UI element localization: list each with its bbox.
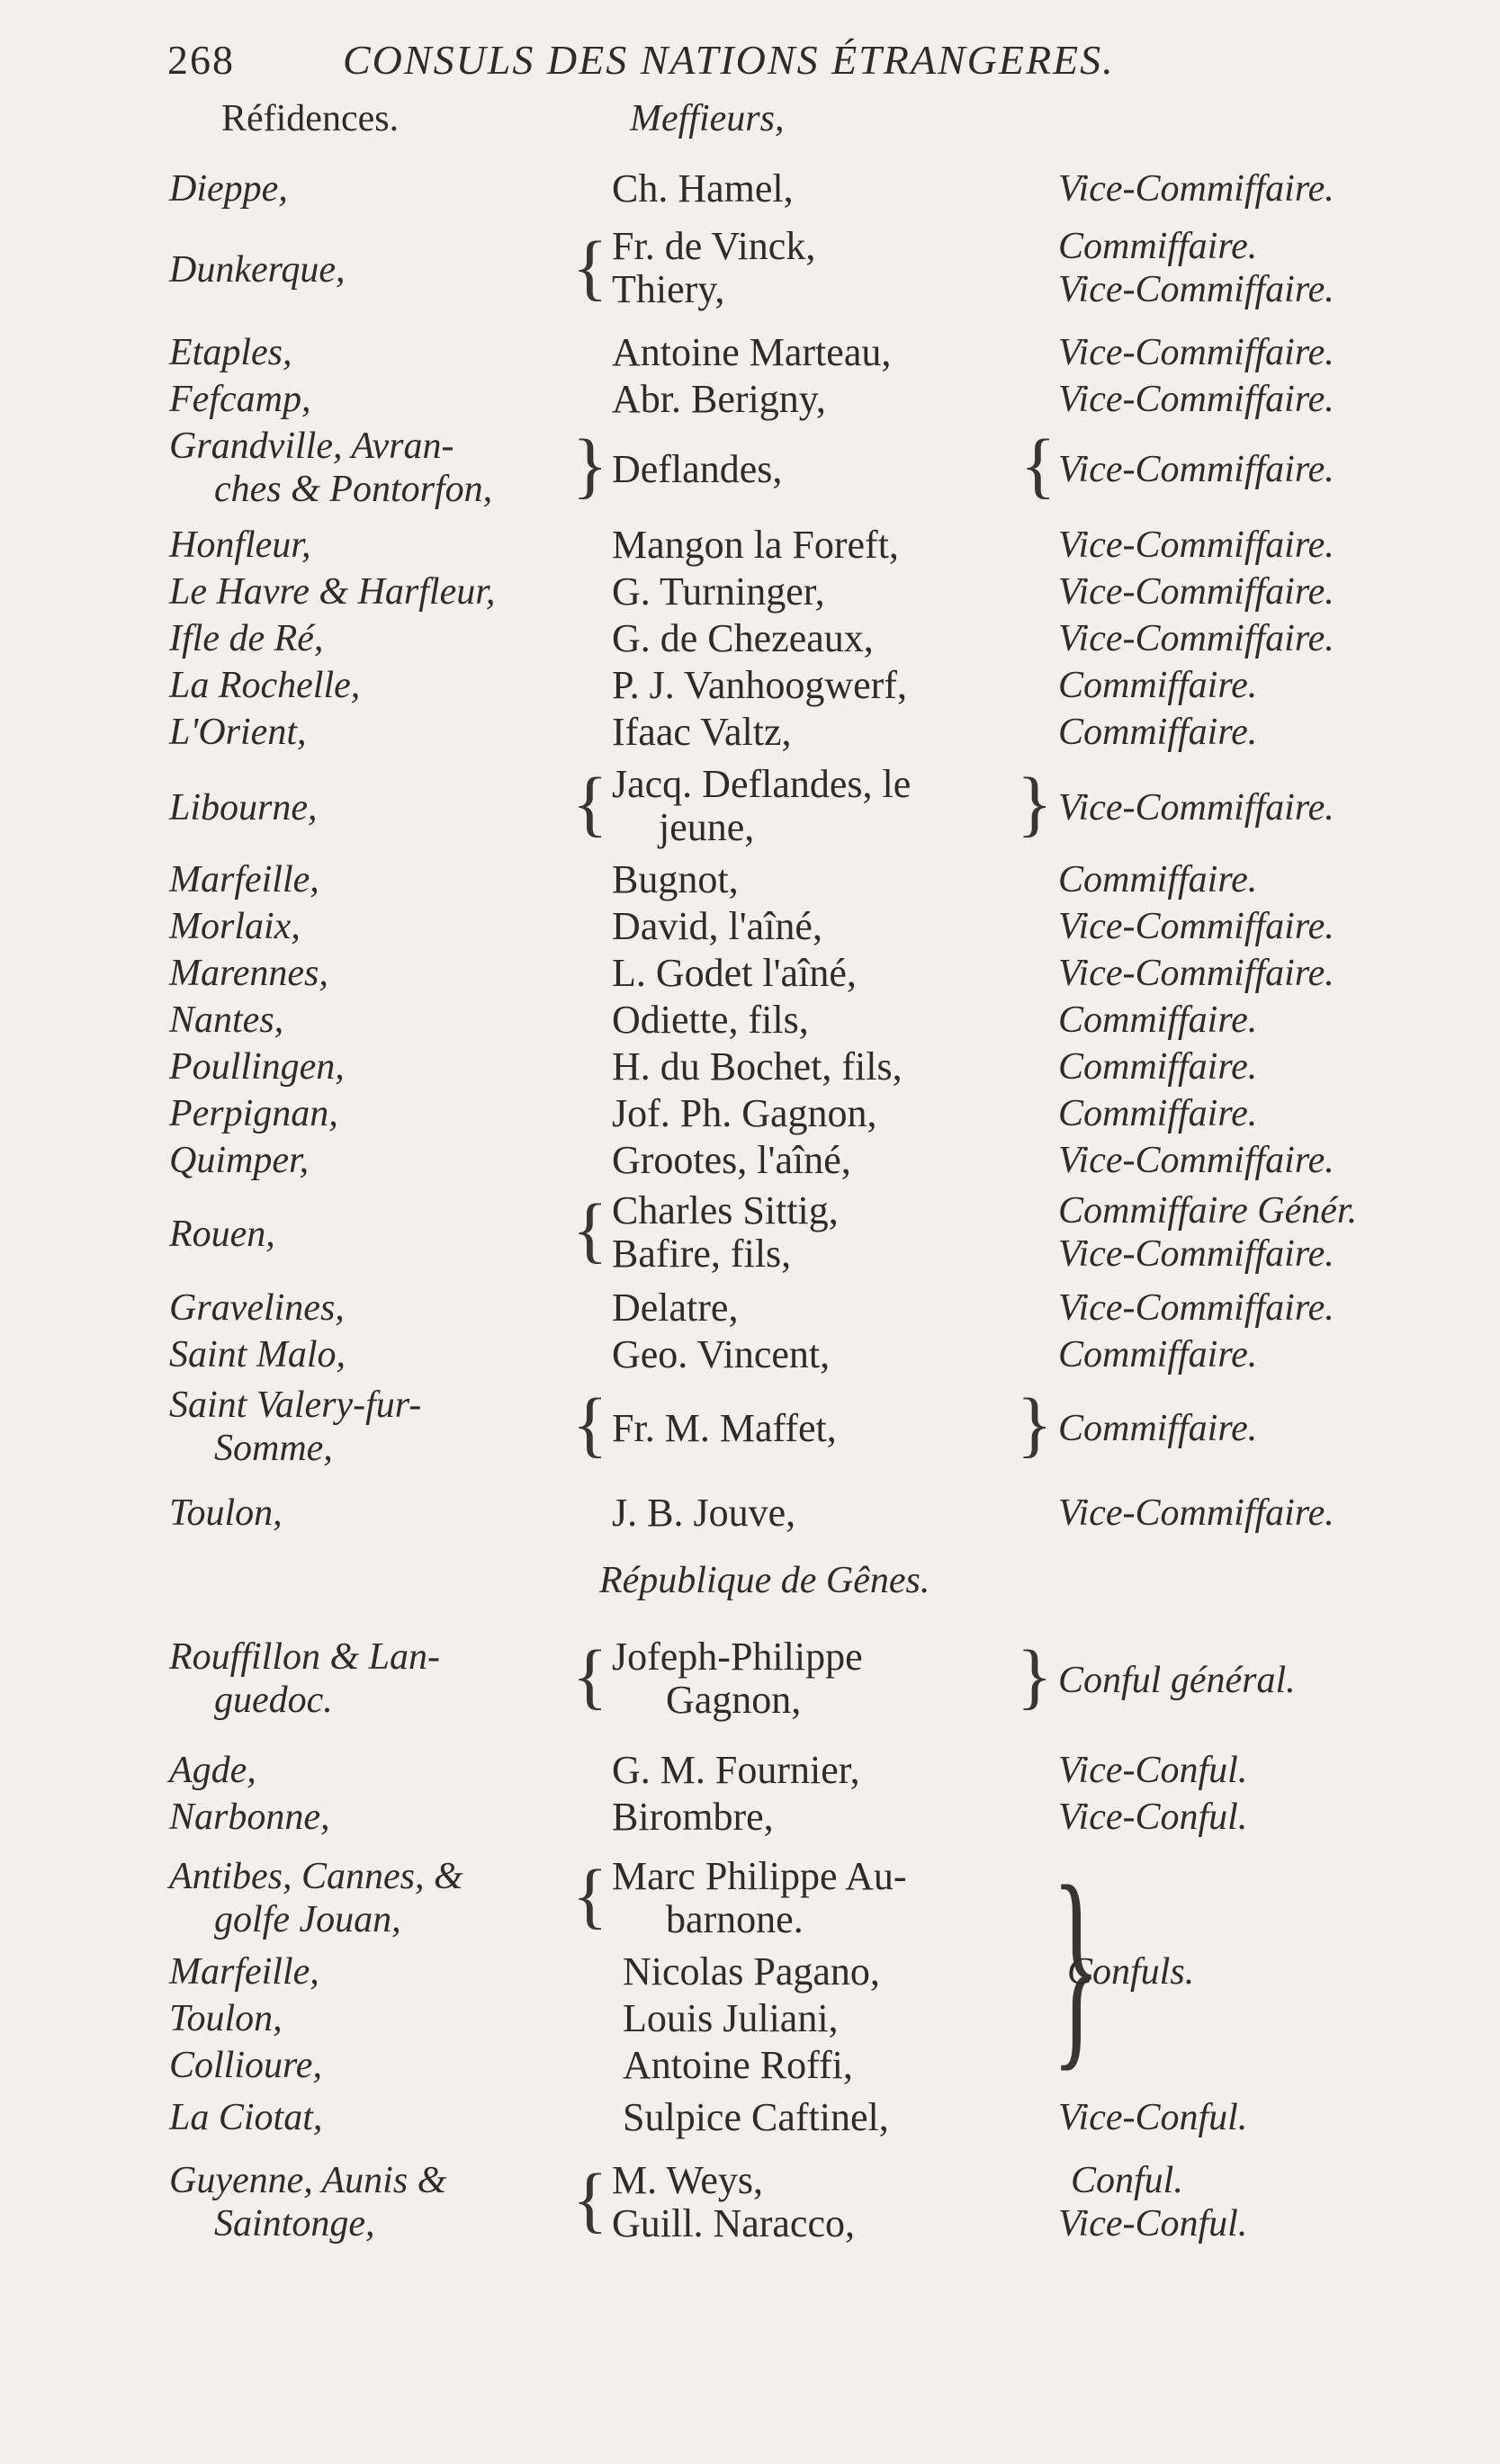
consul-title: Vice-Commiffaire. bbox=[1058, 332, 1334, 373]
consul-name: Ifaac Valtz, bbox=[612, 710, 792, 754]
brace: { bbox=[572, 2158, 608, 2240]
residence: Quimper, bbox=[169, 1140, 310, 1181]
consul-name: Fr. de Vinck, Thiery, bbox=[612, 224, 816, 311]
consul-name: Abr. Berigny, bbox=[612, 377, 826, 421]
consul-title: Commiffaire. bbox=[1058, 1408, 1258, 1449]
consul-title: Commiffaire. bbox=[1058, 999, 1258, 1041]
consul-name: David, l'aîné, bbox=[612, 904, 822, 948]
consul-title: Commiffaire. bbox=[1058, 712, 1258, 753]
residence: La Ciotat, bbox=[169, 2097, 323, 2138]
consul-name: J. B. Jouve, bbox=[612, 1491, 796, 1535]
consul-name: Charles Sittig, Bafire, fils, bbox=[612, 1188, 839, 1276]
consul-title: Vice-Commiffaire. bbox=[1058, 449, 1334, 490]
consul-title: Vice-Commiffaire. bbox=[1058, 168, 1334, 210]
consul-title: Vice-Commiffaire. bbox=[1058, 571, 1334, 613]
consul-name: Jacq. Deflandes, le jeune, bbox=[612, 762, 912, 849]
residence: Marfeille, bbox=[169, 1951, 319, 1993]
residence: Dunkerque, bbox=[169, 249, 346, 291]
consul-title: Vice-Commiffaire. bbox=[1058, 1287, 1334, 1329]
residence: Rouen, bbox=[169, 1214, 275, 1255]
consul-title: Commiffaire. bbox=[1058, 1093, 1258, 1134]
residence: La Rochelle, bbox=[169, 665, 361, 706]
residence: Fefcamp, bbox=[169, 379, 311, 420]
residence: Honfleur, bbox=[169, 524, 311, 566]
consul-name: L. Godet l'aîné, bbox=[612, 951, 857, 995]
residence: Toulon, bbox=[169, 1998, 283, 2039]
brace: { bbox=[1017, 1383, 1053, 1465]
residence: Grandville, Avran- ches & Pontorfon, bbox=[169, 426, 493, 510]
consul-name: Odiette, fils, bbox=[612, 998, 809, 1042]
residence: Perpignan, bbox=[169, 1093, 338, 1134]
residence: Le Havre & Harfleur, bbox=[169, 571, 496, 613]
consul-name: Birombre, bbox=[612, 1795, 774, 1839]
consul-name: Deflandes, bbox=[612, 447, 783, 491]
residence: Agde, bbox=[169, 1750, 256, 1791]
consul-title: Commiffaire Génér. Vice-Commiffaire. bbox=[1058, 1190, 1358, 1275]
residence: Narbonne, bbox=[169, 1796, 330, 1838]
residence: Saint Malo, bbox=[169, 1334, 346, 1375]
consul-title: Vice-Commiffaire. bbox=[1058, 379, 1334, 420]
brace: { bbox=[572, 1188, 608, 1270]
residence: Antibes, Cannes, & golfe Jouan, bbox=[169, 1856, 463, 1940]
running-header bbox=[167, 36, 1115, 84]
consul-name: Ch. Hamel, bbox=[612, 166, 794, 211]
consul-name: Jof. Ph. Gagnon, bbox=[612, 1091, 877, 1135]
consul-title: Conful général. bbox=[1058, 1660, 1296, 1701]
consul-name: Marc Philippe Au- barnone. bbox=[612, 1854, 907, 1941]
brace: { bbox=[1020, 424, 1056, 506]
consul-name: Bugnot, bbox=[612, 857, 739, 901]
brace: { bbox=[572, 762, 608, 844]
page-number: 268 bbox=[167, 37, 235, 83]
brace: { bbox=[572, 1635, 608, 1716]
residence: Libourne, bbox=[169, 787, 318, 829]
brace: { bbox=[1017, 762, 1053, 844]
consul-title: Commiffaire. bbox=[1058, 1046, 1258, 1088]
residence: Gravelines, bbox=[169, 1287, 345, 1329]
consul-name: Fr. M. Maffet, bbox=[612, 1406, 837, 1450]
residence: Marfeille, bbox=[169, 859, 319, 900]
group-brace: { bbox=[1052, 1841, 1100, 2090]
residence: L'Orient, bbox=[169, 712, 307, 753]
brace: { bbox=[572, 1383, 608, 1465]
consul-title: Vice-Commiffaire. bbox=[1058, 906, 1334, 947]
consul-name: P. J. Vanhoogwerf, bbox=[612, 663, 907, 707]
residence: Morlaix, bbox=[169, 906, 301, 947]
consul-name: Grootes, l'aîné, bbox=[612, 1138, 851, 1182]
residence: Poullingen, bbox=[169, 1046, 345, 1088]
residence: Marennes, bbox=[169, 953, 328, 994]
consul-title: Vice-Commiffaire. bbox=[1058, 1140, 1334, 1181]
consul-name: G. de Chezeaux, bbox=[612, 616, 874, 660]
consul-title: Vice-Commiffaire. bbox=[1058, 618, 1334, 659]
consul-title: Vice-Commiffaire. bbox=[1058, 1492, 1334, 1534]
residence: Dieppe, bbox=[169, 168, 288, 210]
consul-title: Commiffaire. bbox=[1058, 665, 1258, 706]
residence: Nantes, bbox=[169, 999, 284, 1041]
residence: Ifle de Ré, bbox=[169, 618, 324, 659]
consul-name: Antoine Roffi, bbox=[623, 2043, 853, 2087]
consul-title: Vice-Conful. bbox=[1058, 2097, 1248, 2138]
section-title-genes: République de Gênes. bbox=[599, 1560, 930, 1601]
consul-name: Nicolas Pagano, bbox=[623, 1949, 880, 1994]
consul-name: Mangon la Foreft, bbox=[612, 523, 899, 567]
consul-name: H. du Bochet, fils, bbox=[612, 1044, 903, 1089]
residence: Guyenne, Aunis & Saintonge, bbox=[169, 2160, 447, 2244]
consul-name: M. Weys, Guill. Naracco, bbox=[612, 2158, 855, 2245]
residence: Saint Valery-fur- Somme, bbox=[169, 1384, 422, 1469]
brace: { bbox=[572, 226, 608, 308]
consul-name: Sulpice Caftinel, bbox=[623, 2095, 889, 2139]
column-heading-residences: Réfidences. bbox=[221, 98, 400, 139]
residence: Etaples, bbox=[169, 332, 292, 373]
consul-name: G. Turninger, bbox=[612, 569, 825, 614]
brace: { bbox=[572, 1854, 608, 1936]
consul-name: Delatre, bbox=[612, 1286, 739, 1330]
brace: { bbox=[572, 424, 608, 506]
brace: { bbox=[1017, 1635, 1053, 1716]
consul-title: Vice-Commiffaire. bbox=[1058, 787, 1334, 829]
consul-title: Vice-Conful. bbox=[1058, 1796, 1248, 1838]
consul-title: Commiffaire. bbox=[1058, 859, 1258, 900]
residence: Collioure, bbox=[169, 2045, 322, 2086]
consul-name: Geo. Vincent, bbox=[612, 1332, 831, 1376]
header-title: CONSULS DES NATIONS ÉTRANGERES. bbox=[343, 37, 1115, 83]
consul-name: Louis Juliani, bbox=[623, 1996, 839, 2040]
consul-title: Commiffaire. Vice-Commiffaire. bbox=[1058, 226, 1334, 310]
consul-title: Commiffaire. bbox=[1058, 1334, 1258, 1375]
consul-name: G. M. Fournier, bbox=[612, 1748, 860, 1792]
residence: Rouffillon & Lan- guedoc. bbox=[169, 1636, 441, 1721]
consul-title: Vice-Conful. bbox=[1058, 1750, 1248, 1791]
consul-name: Antoine Marteau, bbox=[612, 330, 892, 374]
residence: Toulon, bbox=[169, 1492, 283, 1534]
consul-title: Vice-Commiffaire. bbox=[1058, 524, 1334, 566]
consul-title: Conful. Vice-Conful. bbox=[1058, 2160, 1248, 2244]
column-heading-messieurs: Meffieurs, bbox=[630, 98, 785, 139]
consul-title: Confuls. bbox=[1067, 1951, 1195, 1993]
consul-name: Jofeph-Philippe Gagnon, bbox=[612, 1635, 863, 1722]
consul-title: Vice-Commiffaire. bbox=[1058, 953, 1334, 994]
